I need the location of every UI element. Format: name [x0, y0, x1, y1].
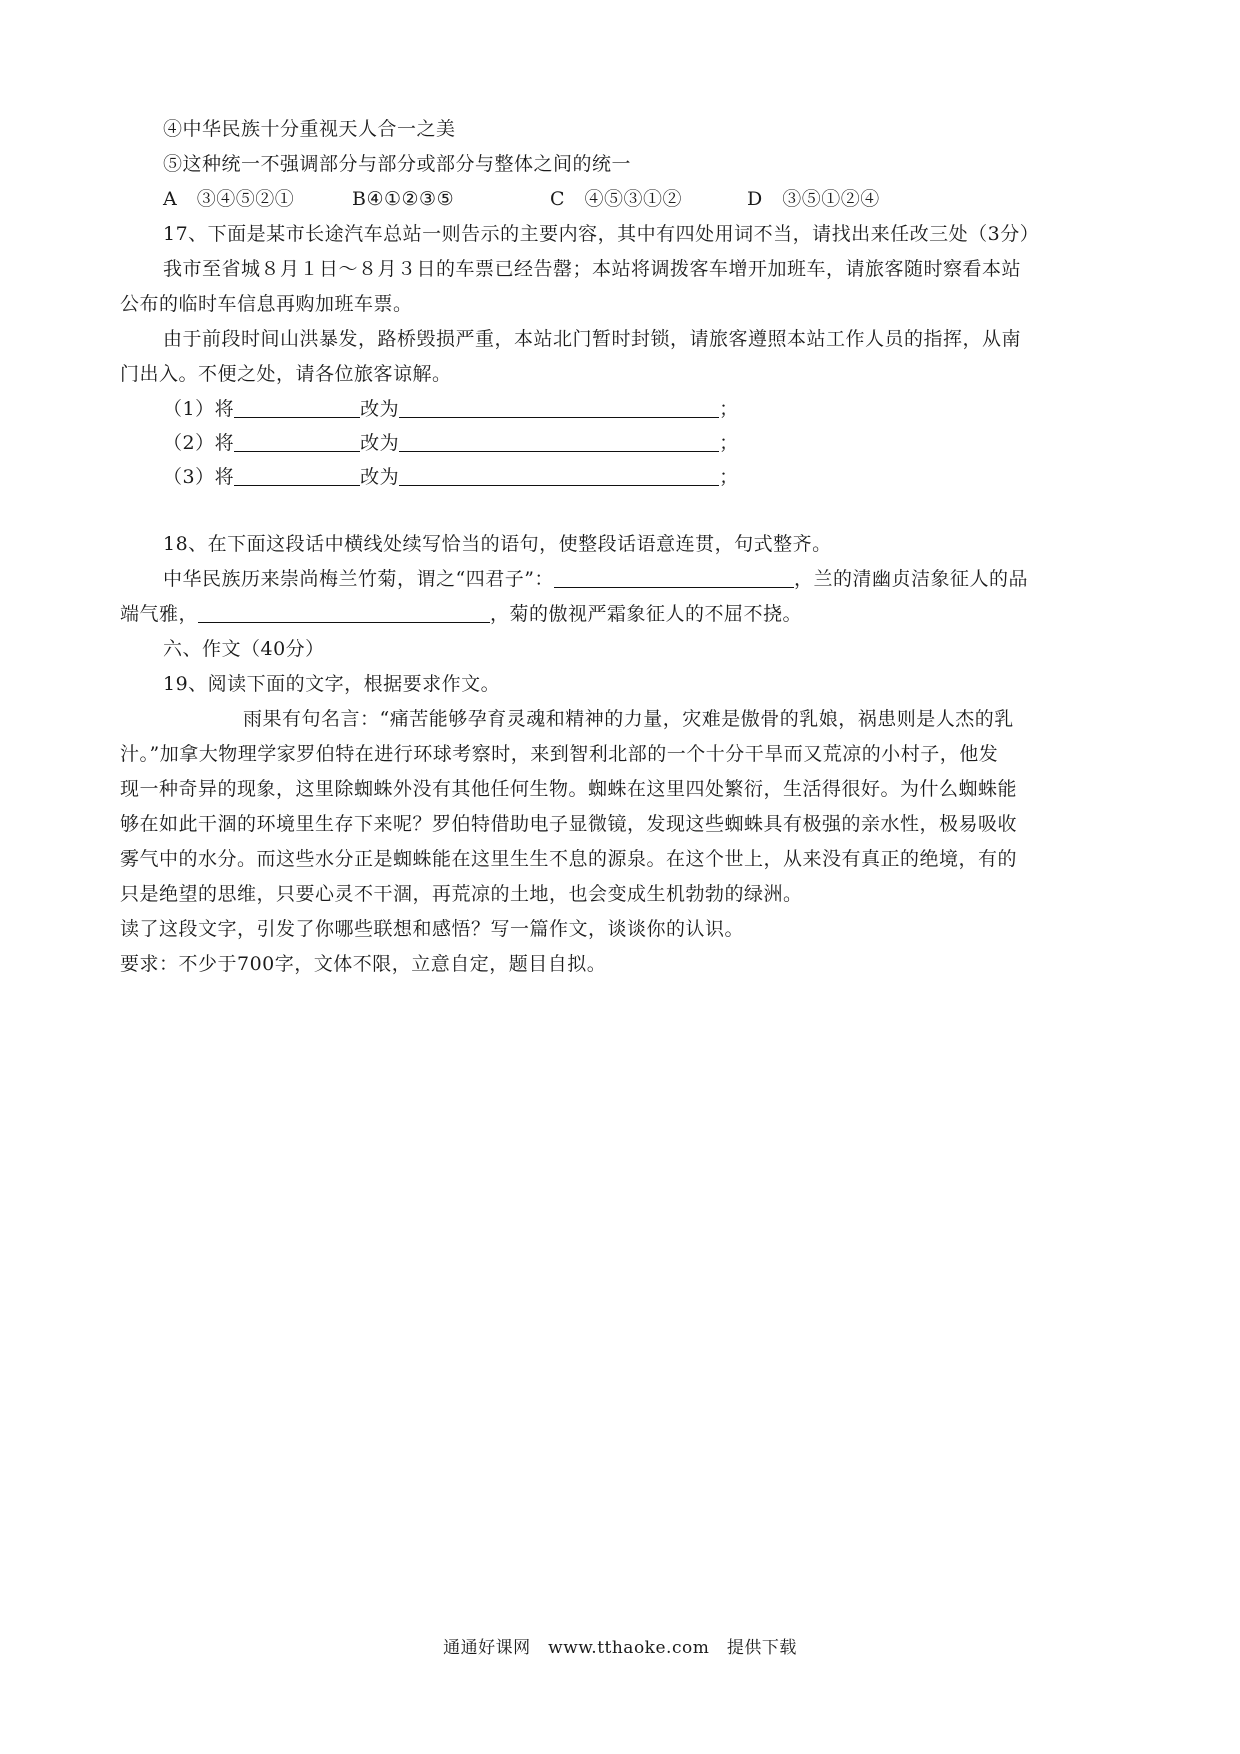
- section-6-heading: 六、作文（40分）: [163, 638, 325, 660]
- fill-mid-label: 改为: [360, 398, 400, 420]
- answer-blank[interactable]: [234, 467, 360, 486]
- question-18-text-line-1: [163, 567, 1028, 591]
- q18-text-before-blank: 中华民族历来崇尚梅兰竹菊，谓之“四君子”：: [163, 568, 554, 590]
- fill-end: ；: [719, 398, 739, 420]
- answer-blank[interactable]: [234, 399, 360, 418]
- answer-choices: [163, 187, 880, 211]
- answer-blank[interactable]: [399, 399, 719, 418]
- essay-prompt-line-1: 雨果有句名言：“痛苦能够孕育灵魂和精神的力量，灾难是傲骨的乳娘，祸患则是人杰的乳: [243, 708, 1014, 730]
- fill-label: （3）将: [163, 466, 235, 488]
- answer-blank[interactable]: [234, 433, 360, 452]
- choice-d: D ③⑤①②④: [747, 188, 880, 210]
- answer-blank[interactable]: [554, 569, 794, 588]
- notice-paragraph-1-line-2: 公布的临时车信息再购加班车票。: [120, 293, 413, 315]
- essay-prompt-line-2: 汁。”加拿大物理学家罗伯特在进行环球考察时，来到智利北部的一个十分干旱而又荒凉的小村子，他发: [120, 743, 999, 765]
- notice-paragraph-1-line-1: 我市至省城８月１日～８月３日的车票已经告罄；本站将调拨客车增开加班车，请旅客随时察看本站: [163, 258, 1022, 280]
- essay-instruction: 读了这段文字，引发了你哪些联想和感悟？写一篇作文，谈谈你的认识。: [120, 918, 745, 940]
- choice-c: C ④⑤③①②: [550, 188, 683, 210]
- q18-text-before-blank: 端气雅，: [120, 603, 199, 625]
- question-18-text-line-2: [120, 602, 802, 626]
- option-item-4: ④中华民族十分重视天人合一之美: [163, 118, 456, 140]
- fill-line-3: [163, 465, 739, 489]
- essay-requirements: 要求：不少于700字，文体不限，立意自定，题目自拟。: [120, 953, 607, 975]
- answer-blank[interactable]: [198, 604, 490, 623]
- essay-prompt-line-5: 雾气中的水分。而这些水分正是蜘蛛能在这里生生不息的源泉。在这个世上，从来没有真正的绝境，有的: [120, 848, 1018, 870]
- essay-prompt-line-6: 只是绝望的思维，只要心灵不干涸，再荒凉的土地，也会变成生机勃勃的绿洲。: [120, 883, 803, 905]
- option-item-5: ⑤这种统一不强调部分与部分或部分与整体之间的统一: [163, 153, 632, 175]
- q18-text-after-blank: ，兰的清幽贞洁象征人的品: [793, 568, 1028, 590]
- question-18: 18、在下面这段话中横线处续写恰当的语句，使整段话语意连贯，句式整齐。: [163, 533, 832, 555]
- answer-blank[interactable]: [399, 433, 719, 452]
- essay-prompt-line-4: 够在如此干涸的环境里生存下来呢？罗伯特借助电子显微镜，发现这些蜘蛛具有极强的亲水性，极易吸收: [120, 813, 1018, 835]
- q18-text-after-blank: ，菊的傲视严霜象征人的不屈不挠。: [490, 603, 803, 625]
- fill-label: （2）将: [163, 432, 235, 454]
- question-17: 17、下面是某市长途汽车总站一则告示的主要内容，其中有四处用词不当，请找出来任改三处（3分）: [163, 223, 1040, 245]
- fill-line-1: [163, 397, 739, 421]
- fill-mid-label: 改为: [360, 432, 400, 454]
- fill-line-2: [163, 431, 739, 455]
- choice-a: A ③④⑤②①: [163, 188, 295, 210]
- fill-mid-label: 改为: [360, 466, 400, 488]
- answer-blank[interactable]: [399, 467, 719, 486]
- fill-label: （1）将: [163, 398, 235, 420]
- fill-end: ；: [719, 432, 739, 454]
- notice-paragraph-2-line-2: 门出入。不便之处，请各位旅客谅解。: [120, 363, 452, 385]
- choice-b: B④①②③⑤: [352, 188, 455, 210]
- notice-paragraph-2-line-1: 由于前段时间山洪暴发，路桥毁损严重，本站北门暂时封锁，请旅客遵照本站工作人员的指挥，从南: [163, 328, 1022, 350]
- fill-end: ；: [719, 466, 739, 488]
- question-19: 19、阅读下面的文字，根据要求作文。: [163, 673, 501, 695]
- page-footer: 通通好课网 www.tthaoke.com 提供下载: [443, 1638, 797, 1658]
- essay-prompt-line-3: 现一种奇异的现象，这里除蜘蛛外没有其他任何生物。蜘蛛在这里四处繁衍，生活得很好。为什么蜘蛛能: [120, 778, 1018, 800]
